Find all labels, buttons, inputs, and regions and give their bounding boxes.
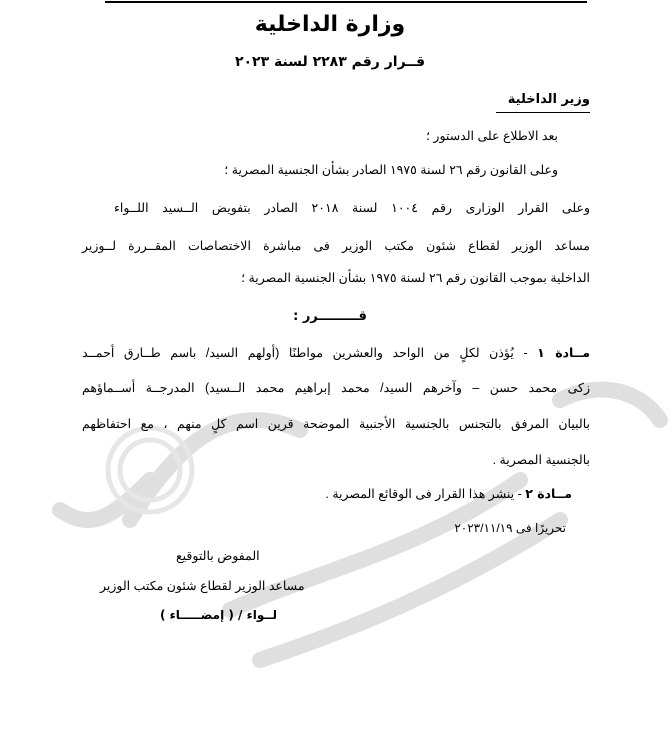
article-1-text: - يُؤذن لكلٍ من الواحد والعشرين مواطنًا (أولهم السيد/ باسم طــارق أحمــد <box>82 346 528 360</box>
article-1-line: بالجنسية المصرية . <box>492 453 590 467</box>
preamble-line: بعد الاطلاع على الدستور ؛ <box>425 129 558 143</box>
preamble-line: وعلى القانون رقم ٢٦ لسنة ١٩٧٥ الصادر بشأن الجنسية المصرية ؛ <box>224 163 558 177</box>
decides-heading: قـــــــــرر : <box>293 309 367 324</box>
article-2-label: مــادة ٢ <box>525 486 572 501</box>
article-2-text: - ينشر هذا القرار فى الوقائع المصرية . <box>325 487 522 501</box>
issuer-heading: وزير الداخلية <box>507 92 590 107</box>
top-rule <box>105 1 587 3</box>
preamble-line: مساعد الوزير لقطاع شئون مكتب الوزير فى مباشرة الاختصاصات المقــررة لــوزير <box>82 239 590 253</box>
article-1-label: مــادة ١ <box>537 345 591 360</box>
issuer-underline <box>496 112 590 113</box>
decree-number: قــرار رقم ٢٢٨٣ لسنة ٢٠٢٣ <box>234 54 426 70</box>
signature-rank: لــواء / ( إمضـــــاء ) <box>160 608 278 622</box>
preamble-line: وعلى القرار الوزارى رقم ١٠٠٤ لسنة ٢٠١٨ الصادر بتفويض الــسيد اللــواء <box>114 201 590 215</box>
signature-authorized: المفوض بالتوقيع <box>176 549 260 563</box>
article-1-line: زكى محمد حسن – وآخرهم السيد/ محمد إبراهيم محمد الــسيد) المدرجــة أســماؤهم <box>82 381 590 395</box>
article-2 <box>325 486 572 501</box>
ministry-title: وزارة الداخلية <box>254 12 406 37</box>
article-1-line: بالبيان المرفق بالتجنس بالجنسية الأجنبية الموضحة قرين اسم كلٍ منهم ، مع احتفاظهم <box>82 417 590 431</box>
signature-title: مساعد الوزير لقطاع شئون مكتب الوزير <box>100 579 305 593</box>
article-1 <box>82 345 590 360</box>
issue-date: تحريرًا فى ٢٠٢٣/١١/١٩ <box>454 521 566 535</box>
preamble-line: الداخلية بموجب القانون رقم ٢٦ لسنة ١٩٧٥ بشأن الجنسية المصرية ؛ <box>241 271 590 285</box>
